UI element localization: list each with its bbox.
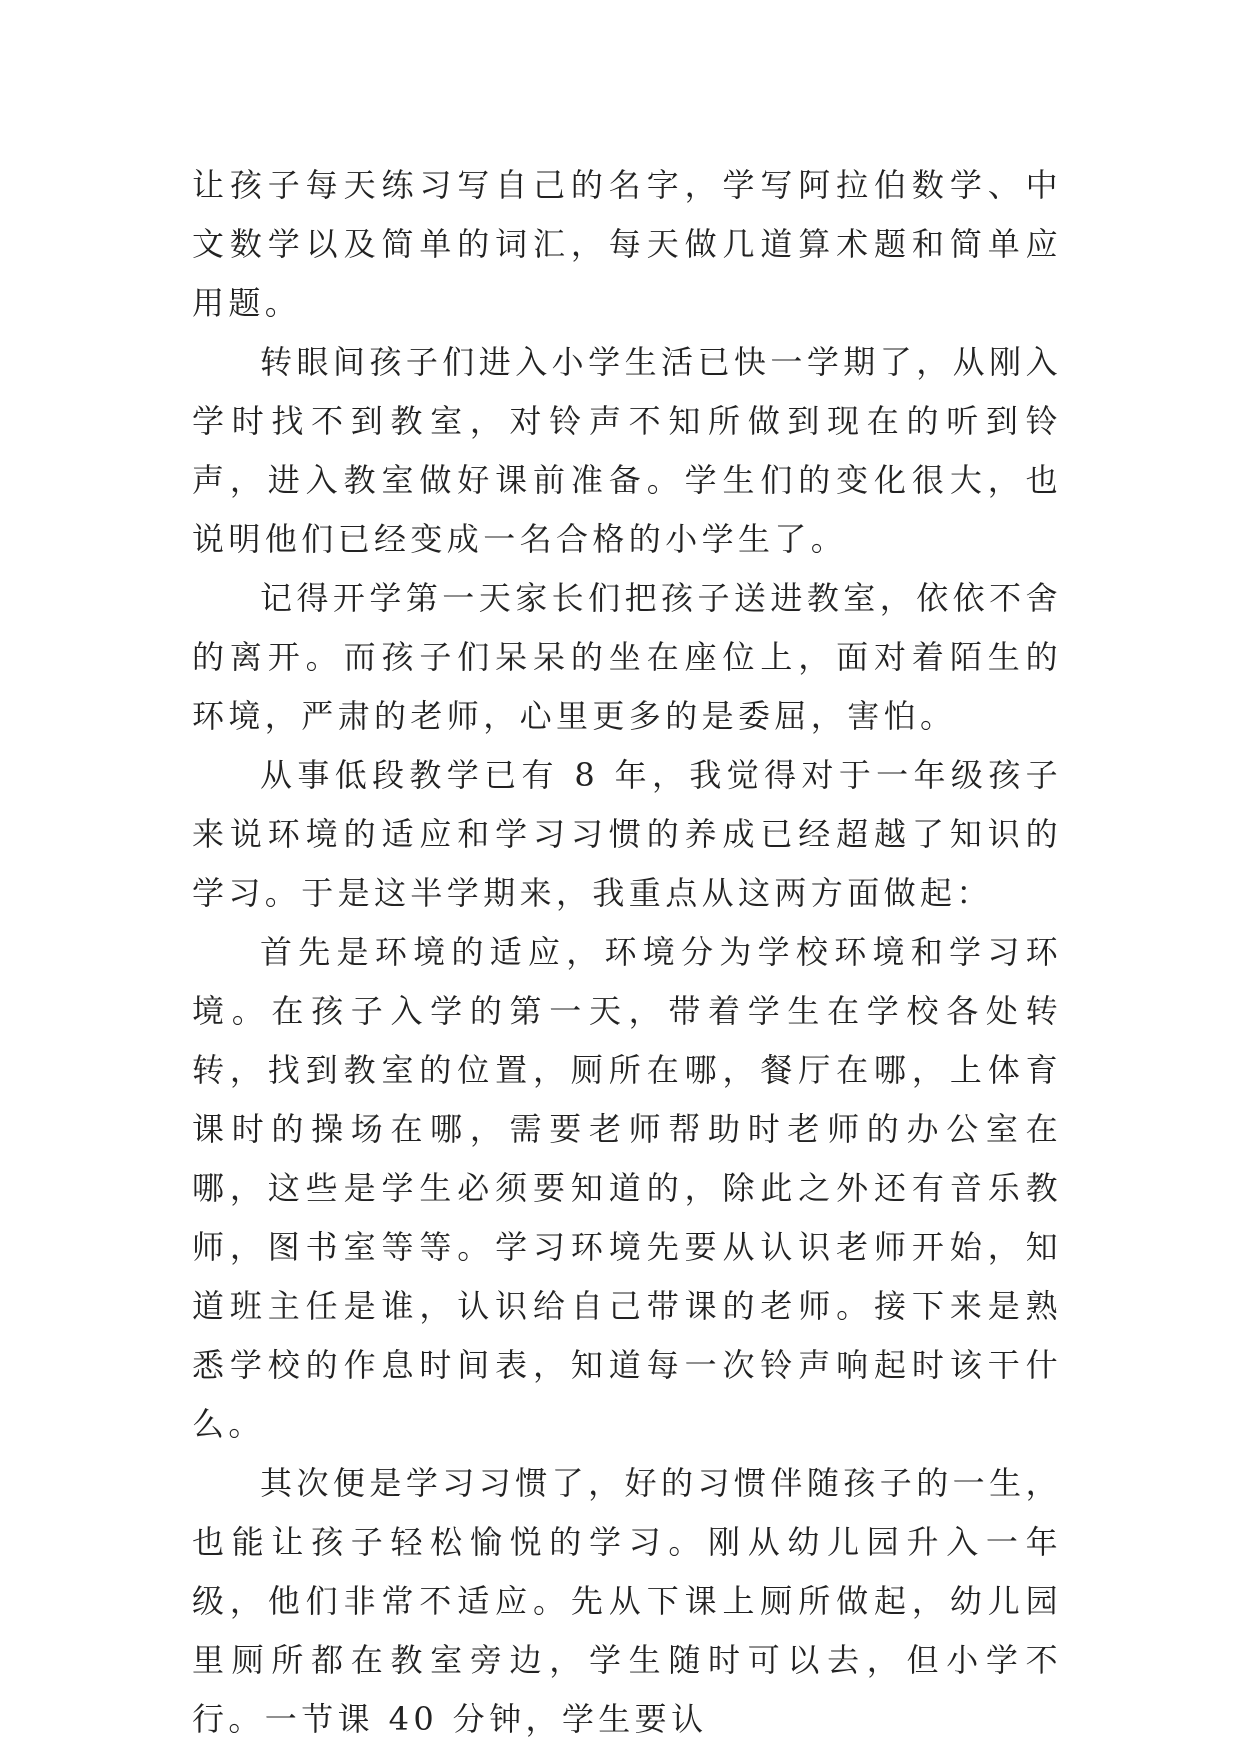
paragraph-1: 让孩子每天练习写自己的名字，学写阿拉伯数学、中文数学以及简单的词汇，每天做几道算术题和简单应用题。: [192, 166, 1062, 322]
paragraph-4: 从事低段教学已有 8 年，我觉得对于一年级孩子来说环境的适应和学习习惯的养成已经超越了知识的学习。于是这半学期来，我重点从这两方面做起：: [192, 756, 1062, 912]
paragraph-6: 其次便是学习习惯了，好的习惯伴随孩子的一生，也能让孩子轻松愉悦的学习。刚从幼儿园升入一年级，他们非常不适应。先从下课上厕所做起，幼儿园里厕所都在教室旁边，学生随时可以去，但小学不行。一节课 40 分钟，学生要认: [192, 1464, 1062, 1738]
paragraph-5: 首先是环境的适应，环境分为学校环境和学习环境。在孩子入学的第一天，带着学生在学校各处转转，找到教室的位置，厕所在哪，餐厅在哪，上体育课时的操场在哪，需要老师帮助时老师的办公室在哪，这些是学生必须要知道的，除此之外还有音乐教师，图书室等等。学习环境先要从认识老师开始，知道班主任是谁，认识给自己带课的老师。接下来是熟悉学校的作息时间表，知道每一次铃声响起时该干什么。: [192, 933, 1062, 1443]
paragraph-2: 转眼间孩子们进入小学生活已快一学期了，从刚入学时找不到教室，对铃声不知所做到现在的听到铃声，进入教室做好课前准备。学生们的变化很大，也说明他们已经变成一名合格的小学生了。: [192, 343, 1062, 558]
paragraph-3: 记得开学第一天家长们把孩子送进教室，依依不舍的离开。而孩子们呆呆的坐在座位上，面对着陌生的环境，严肃的老师，心里更多的是委屈，害怕。: [192, 579, 1062, 735]
document-body: [192, 156, 1062, 1749]
